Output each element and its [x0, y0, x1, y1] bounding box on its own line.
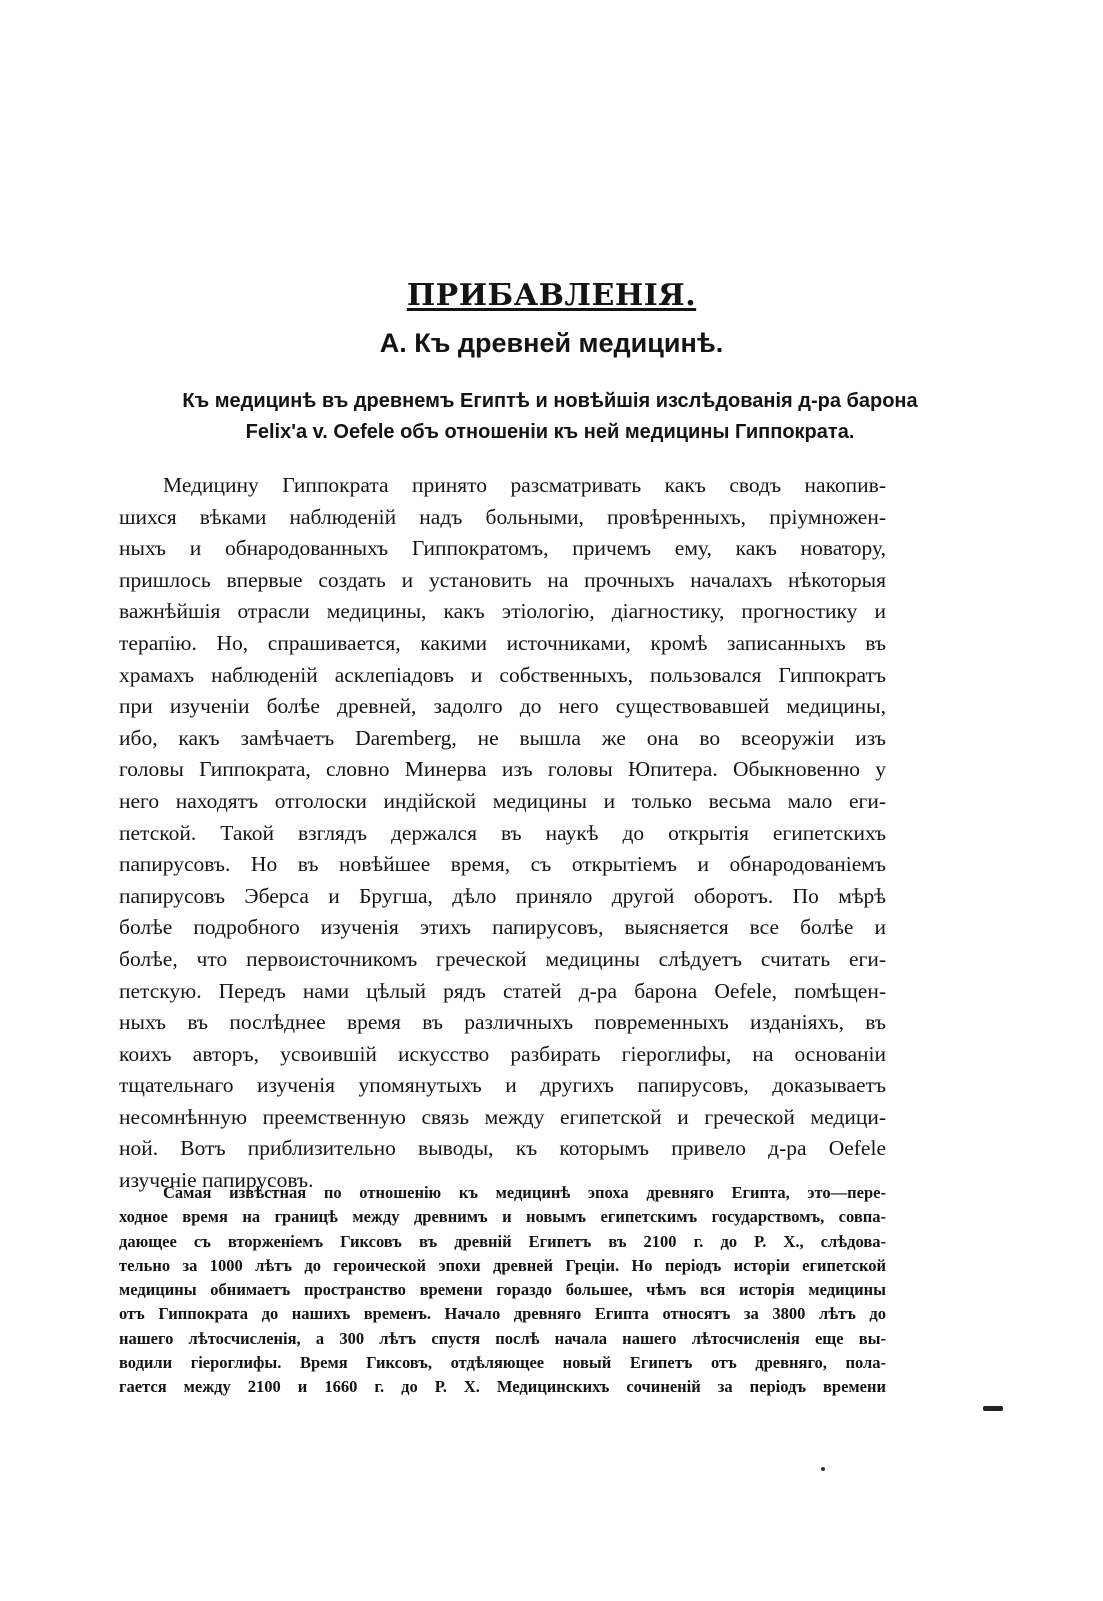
footnote-line: медицины обнимаетъ пространство времени гораздо большее, чѣмъ вся исторiя медицины [119, 1280, 886, 1300]
body-line: болѣе подробного изученiя этихъ папирусовъ, выясняется все болѣе и [119, 915, 886, 940]
body-line: ной. Вотъ приблизительно выводы, къ которымъ привело д-ра Oefele [119, 1136, 886, 1161]
body-line: несомнѣнную преемственную связь между египетской и греческой медици- [119, 1104, 886, 1129]
body-line: ибо, какъ замѣчаетъ Daremberg, не вышла же она во всеоружiи изъ [119, 725, 886, 750]
footnote-line: тельно за 1000 лѣтъ до героической эпохи древней Грецiи. Но перiодъ исторiи египетской [119, 1255, 886, 1275]
body-line: ныхъ въ послѣднее время въ различныхъ повременныхъ изданiяхъ, въ [119, 1010, 886, 1035]
body-line: папирусовъ. Но въ новѣйшее время, съ открытiемъ и обнародованiемъ [119, 852, 886, 877]
footnote-line: ходное время на границѣ между древнимъ и новымъ египетскимъ государствомъ, совпа- [119, 1207, 886, 1227]
body-line: коихъ авторъ, усвоившiй искусство разбирать гiероглифы, на основанiи [119, 1041, 886, 1066]
page-title: ПРИБАВЛЕНIЯ. [406, 278, 697, 313]
body-line: храмахъ наблюденiй асклепiадовъ и собственныхъ, пользовался Гиппократъ [119, 662, 886, 687]
footnote-line: нашего лѣтосчисленiя, а 300 лѣтъ спустя послѣ начала нашего лѣтосчисленiя еще вы- [119, 1328, 886, 1348]
footnote-line: дающее съ вторженiемъ Гиксовъ въ древнiй Египетъ въ 2100 г. до Р. Х., слѣдова- [119, 1231, 886, 1251]
footnote-line: водили гiероглифы. Время Гиксовъ, отдѣляющее новый Египетъ отъ древняго, пола- [119, 1353, 886, 1373]
body-line: тщательнаго изученiя упомянутыхъ и другихъ папирусовъ, доказываетъ [119, 1073, 886, 1098]
body-line: него находятъ отголоски индiйской медицины и только весьма мало еги- [119, 788, 886, 813]
body-line: изученiе папирусовъ. [119, 1168, 314, 1193]
subtitle-line: Къ медицинѣ въ древнемъ Египтѣ и новѣйшiя изслѣдованiя д-ра барона [182, 390, 918, 412]
body-line: шихся вѣками наблюденiй надъ больными, провѣренныхъ, прiумножен- [119, 504, 886, 529]
footnote-line: Самая извѣстная по отношенiю къ медицинѣ эпоха древняго Египта, это—пере- [163, 1183, 886, 1202]
article-subtitle [110, 386, 990, 448]
body-line: головы Гиппократа, словно Минерва изъ головы Юпитера. Обыкновенно у [119, 757, 886, 782]
body-line: болѣе, что первоисточникомъ греческой медицины слѣдуетъ считать еги- [119, 946, 886, 971]
body-line: ныхъ и обнародованныхъ Гиппократомъ, причемъ ему, какъ новатору, [119, 536, 886, 561]
ink-dot [821, 1467, 825, 1471]
footnote-line: гается между 2100 и 1660 г. до Р. Х. Медицинскихъ сочиненiй за перiодъ времени [119, 1377, 886, 1397]
ink-mark [983, 1406, 1003, 1411]
body-text [119, 470, 886, 1197]
body-line: при изученiи болѣе древней, задолго до него существовавшей медицины, [119, 694, 886, 719]
body-line: петскую. Передъ нами цѣлый рядъ статей д-ра барона Oefele, помѣщен- [119, 978, 886, 1003]
body-line: Медицину Гиппократа принято разсматривать какъ сводъ накопив- [163, 473, 886, 497]
body-line: терапiю. Но, спрашивается, какими источниками, кромѣ записанныхъ въ [119, 630, 886, 655]
subtitle-line: Felix'а v. Oefele объ отношенiи къ ней медицины Гиппократа. [245, 421, 855, 443]
body-line: важнѣйшiя отрасли медицины, какъ этiологiю, дiагностику, прогностику и [119, 599, 886, 624]
footnote-line: отъ Гиппократа до нашихъ временъ. Начало древняго Египта относятъ за 3800 лѣтъ до [119, 1304, 886, 1324]
body-line: папирусовъ Эберса и Бругша, дѣло приняло другой оборотъ. По мѣрѣ [119, 883, 886, 908]
footnote [119, 1181, 886, 1400]
section-heading: А. Къ древней медицинѣ. [379, 328, 724, 358]
body-line: пришлось впервые создать и установить на прочныхъ началахъ нѣкоторыя [119, 567, 886, 592]
body-line: петской. Такой взглядъ держался въ наукѣ до открытiя египетскихъ [119, 820, 886, 845]
